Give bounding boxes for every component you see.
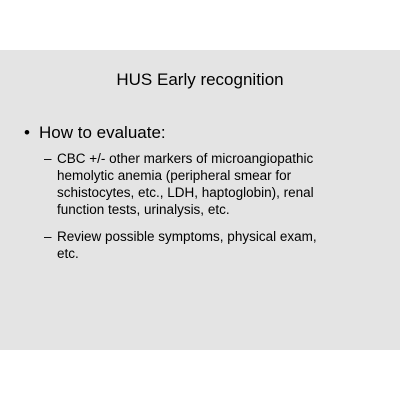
sub-bullet-line: schistocytes, etc., LDH, haptoglobin), renal	[57, 185, 314, 200]
sub-bullet-review	[44, 228, 384, 262]
sub-bullet-line: function tests, urinalysis, etc.	[57, 202, 230, 217]
sub-bullet-line: CBC +/- other markers of microangiopathic	[57, 151, 314, 166]
bullet-icon: •	[24, 123, 30, 142]
sub-bullet-line: Review possible symptoms, physical exam,	[57, 229, 317, 244]
bullet-text: How to evaluate:	[39, 123, 166, 142]
sub-bullet-line: hemolytic anemia (peripheral smear for	[57, 168, 292, 183]
slide	[0, 50, 400, 350]
dash-icon: –	[44, 229, 52, 244]
sub-bullet-line: etc.	[57, 246, 79, 261]
dash-icon: –	[44, 151, 52, 166]
slide-title: HUS Early recognition	[116, 70, 284, 89]
sub-bullet-tests	[44, 150, 384, 218]
